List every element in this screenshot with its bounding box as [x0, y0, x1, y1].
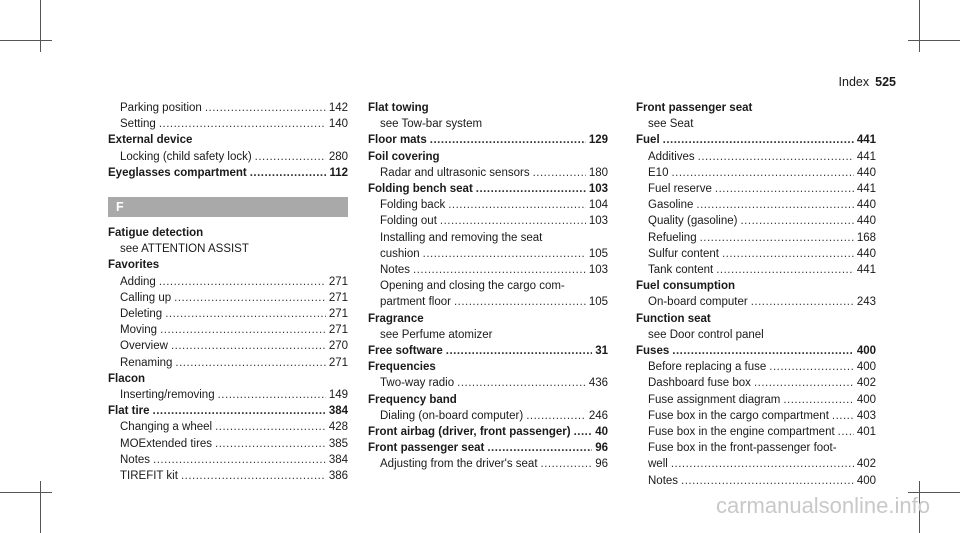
- index-heading: Fuel consumption: [636, 280, 736, 293]
- index-heading: Foil covering: [368, 150, 440, 163]
- index-entry[interactable]: Dashboard fuse box ..... 402: [636, 375, 876, 391]
- index-heading: Fatigue detection: [108, 227, 204, 240]
- index-entry[interactable]: On-board computer ..... 243: [636, 294, 876, 310]
- index-column-3: [636, 100, 876, 489]
- index-entry[interactable]: Calling up ..... 271: [108, 290, 348, 306]
- crop-mark-bottom-left-h: [0, 492, 52, 493]
- index-heading: Flacon: [108, 372, 146, 385]
- index-column-1: [108, 100, 348, 484]
- index-heading: External device: [108, 134, 193, 147]
- index-entry[interactable]: cushion ..... 105: [368, 246, 608, 262]
- crop-mark-bottom-left-v: [40, 481, 41, 533]
- index-heading: Front passenger seat: [636, 102, 753, 114]
- see-reference[interactable]: see Perfume atomizer: [380, 328, 493, 341]
- index-entry[interactable]: Dialing (on-board computer) ..... 246: [368, 408, 608, 424]
- index-entry[interactable]: Before replacing a fuse ..... 400: [636, 359, 876, 375]
- header-label: Index: [838, 75, 870, 89]
- index-entry[interactable]: Folding bench seat ..... 103: [368, 181, 608, 197]
- index-heading: Frequency band: [368, 393, 457, 406]
- index-entry[interactable]: Tank content ..... 441: [636, 262, 876, 278]
- see-reference[interactable]: see Tow-bar system: [380, 118, 483, 131]
- index-column-2: [368, 100, 608, 473]
- index-entry[interactable]: Overview ..... 270: [108, 338, 348, 354]
- index-entry[interactable]: Quality (gasoline) ..... 440: [636, 213, 876, 229]
- index-entry[interactable]: Radar and ultrasonic sensors ..... 180: [368, 165, 608, 181]
- index-entry[interactable]: TIREFIT kit ..... 386: [108, 468, 348, 484]
- index-entry[interactable]: Renaming ..... 271: [108, 355, 348, 371]
- index-entry[interactable]: Folding back ..... 104: [368, 197, 608, 213]
- crop-mark-top-right-v: [919, 0, 920, 52]
- index-entry[interactable]: Additives ..... 441: [636, 149, 876, 165]
- index-entry[interactable]: Notes ..... 384: [108, 452, 348, 468]
- index-entry[interactable]: Fuel reserve ..... 441: [636, 181, 876, 197]
- index-entry[interactable]: Locking (child safety lock) ..... 280: [108, 149, 348, 165]
- index-entry[interactable]: Refueling ..... 168: [636, 230, 876, 246]
- crop-mark-top-left-h: [0, 40, 52, 41]
- index-entry[interactable]: Fuse assignment diagram ..... 400: [636, 392, 876, 408]
- watermark-text: carmanualsonline.info: [715, 493, 930, 518]
- page-header: [839, 75, 896, 89]
- index-entry[interactable]: Floor mats ..... 129: [368, 132, 608, 148]
- index-heading: Favorites: [108, 259, 160, 272]
- index-entry[interactable]: Gasoline ..... 440: [636, 197, 876, 213]
- index-entry[interactable]: Fuse box in the engine compartment ..... 401: [636, 424, 876, 440]
- index-entry[interactable]: Free software ..... 31: [368, 343, 608, 359]
- index-entry[interactable]: Inserting/removing ..... 149: [108, 387, 348, 403]
- crop-mark-top-left-v: [40, 0, 41, 52]
- index-entry[interactable]: Fuse box in the cargo compartment ..... 403: [636, 408, 876, 424]
- index-entry[interactable]: Folding out ..... 103: [368, 213, 608, 229]
- index-entry[interactable]: well ..... 402: [636, 456, 876, 472]
- index-heading: Flat towing: [368, 102, 429, 114]
- index-heading: Frequencies: [368, 361, 436, 374]
- index-entry[interactable]: Two-way radio ..... 436: [368, 375, 608, 391]
- see-reference[interactable]: see Door control panel: [648, 328, 764, 341]
- index-entry-continued: Installing and removing the seat: [380, 231, 543, 244]
- index-entry[interactable]: Front airbag (driver, front passenger) ..... 40: [368, 424, 608, 440]
- index-entry[interactable]: Changing a wheel ..... 428: [108, 419, 348, 435]
- index-entry[interactable]: Moving ..... 271: [108, 322, 348, 338]
- see-reference[interactable]: see ATTENTION ASSIST: [120, 243, 249, 256]
- index-entry[interactable]: MOExtended tires ..... 385: [108, 436, 348, 452]
- index-entry[interactable]: Setting ..... 140: [108, 116, 348, 132]
- index-entry[interactable]: Fuses ..... 400: [636, 343, 876, 359]
- index-entry[interactable]: Eyeglasses compartment ..... 112: [108, 165, 348, 181]
- page-number: 525: [875, 75, 896, 89]
- index-entry[interactable]: Adjusting from the driver's seat ..... 96: [368, 456, 608, 472]
- index-entry[interactable]: Front passenger seat ..... 96: [368, 440, 608, 456]
- index-entry[interactable]: Flat tire ..... 384: [108, 403, 348, 419]
- index-entry[interactable]: Sulfur content ..... 440: [636, 246, 876, 262]
- index-entry[interactable]: Adding ..... 271: [108, 274, 348, 290]
- index-entry[interactable]: Notes ..... 400: [636, 473, 876, 489]
- index-entry[interactable]: partment floor ..... 105: [368, 294, 608, 310]
- index-heading: Function seat: [636, 312, 711, 325]
- index-entry-continued: Opening and closing the cargo com-: [380, 280, 565, 293]
- index-entry[interactable]: Notes ..... 103: [368, 262, 608, 278]
- index-entry[interactable]: Deleting ..... 271: [108, 306, 348, 322]
- crop-mark-top-right-h: [908, 40, 960, 41]
- index-entry[interactable]: Fuel ..... 441: [636, 132, 876, 148]
- index-heading: Fragrance: [368, 312, 424, 325]
- index-entry-continued: Fuse box in the front-passenger foot-: [648, 442, 837, 455]
- section-letter-bar: F: [108, 197, 348, 217]
- see-reference[interactable]: see Seat: [648, 118, 694, 131]
- index-entry[interactable]: Parking position ..... 142: [108, 100, 348, 116]
- index-entry[interactable]: E10 ..... 440: [636, 165, 876, 181]
